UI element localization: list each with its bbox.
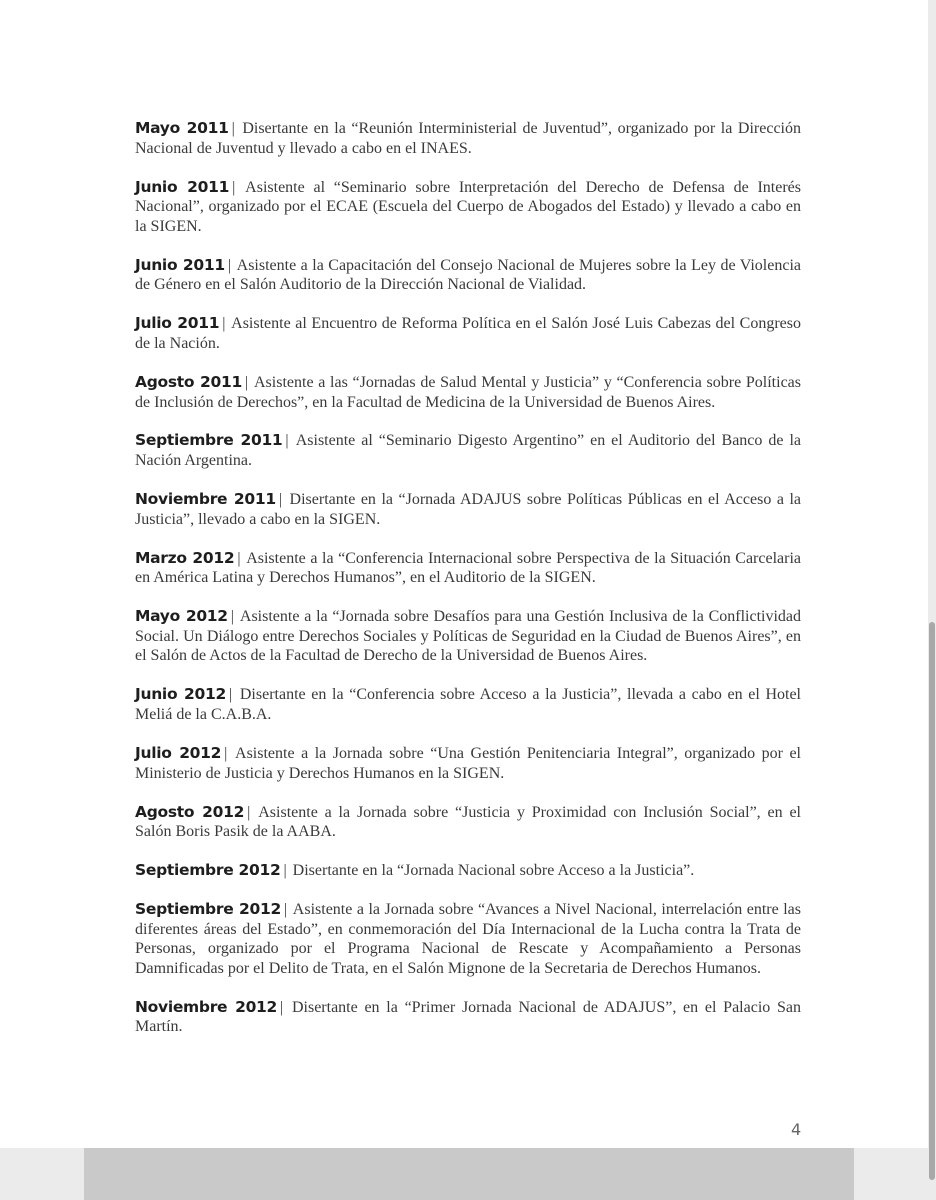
entry-text: Disertante en la “Primer Jornada Nacional de ADAJUS”, en el Palacio San Martín.	[135, 998, 801, 1036]
entry-text: Disertante en la “Conferencia sobre Acceso a la Justicia”, llevada a cabo en el Hotel Meliá de la C.A.B.A.	[135, 686, 801, 723]
entry-date: Mayo 2011	[135, 119, 229, 137]
entry	[135, 607, 801, 666]
entries-list	[135, 119, 801, 1056]
entry	[135, 998, 801, 1037]
entry-text: Asistente a la Jornada sobre “Una Gestión Penitenciaria Integral”, organizado por el Ministerio de Justicia y Derechos Humanos en la SIGEN.	[135, 744, 802, 782]
entry-date: Junio 2011	[135, 177, 230, 196]
entry	[135, 178, 801, 237]
entry-separator: |	[285, 432, 289, 450]
entry-text: Asistente a la Capacitación del Consejo Nacional de Mujeres sobre la Ley de Violencia de Género en el Salón Auditorio de la Dirección Nacional de Vialidad.	[135, 256, 802, 294]
entry-text: Asistente al “Seminario sobre Interpretación del Derecho de Defensa de Interés Nacional”, organizado por el ECAE (Escuela del Cuerpo de Abogados del Estado) y llevado a cabo en la SIGEN.	[135, 178, 801, 235]
entry	[135, 431, 801, 470]
entry-separator: |	[283, 901, 288, 919]
entry	[135, 373, 801, 412]
entry-date: Junio 2012	[135, 685, 226, 704]
entry-date: Septiembre 2012	[135, 861, 281, 880]
entry	[135, 685, 801, 724]
entry-text: Disertante en la “Jornada Nacional sobre Acceso a la Justicia”.	[292, 862, 695, 880]
entry-separator: |	[280, 998, 284, 1016]
entry-text: Asistente a las “Jornadas de Salud Mental y Justicia” y “Conferencia sobre Políticas de Inclusión de Derechos”, en la Facultad de Medicina de la Universidad de Buenos Aires.	[135, 373, 801, 411]
entry-separator: |	[222, 315, 226, 333]
entry	[135, 803, 801, 842]
entry-date: Septiembre 2011	[135, 431, 283, 450]
entry	[135, 549, 801, 588]
next-page-preview	[84, 1148, 854, 1200]
entry-separator: |	[224, 744, 228, 762]
entry-separator: |	[227, 256, 232, 274]
page-number: 4	[791, 1120, 802, 1139]
entry-separator: |	[232, 178, 236, 196]
entry-date: Marzo 2012	[135, 548, 235, 567]
entry-separator: |	[231, 120, 235, 137]
entry	[135, 744, 801, 783]
entry-date: Junio 2011	[135, 255, 225, 274]
entry	[135, 256, 801, 295]
entry-date: Julio 2012	[135, 743, 222, 762]
entry-date: Noviembre 2012	[135, 997, 278, 1016]
entry-separator: |	[230, 608, 234, 626]
entry-separator: |	[247, 803, 251, 821]
entry-date: Noviembre 2011	[135, 490, 276, 509]
entry-date: Julio 2011	[135, 314, 220, 333]
entry-separator: |	[283, 862, 287, 880]
scrollbar-thumb[interactable]	[929, 622, 935, 1180]
entry	[135, 119, 801, 158]
entry-date: Septiembre 2012	[135, 900, 281, 919]
entry	[135, 490, 801, 529]
entry-separator: |	[237, 549, 241, 567]
entry-text: Asistente al Encuentro de Reforma Política en el Salón José Luis Cabezas del Congreso de la Nación.	[135, 315, 801, 352]
entry-date: Mayo 2012	[135, 607, 228, 626]
entry-separator: |	[244, 373, 249, 391]
entry-text: Disertante en la “Jornada ADAJUS sobre Políticas Públicas en el Acceso a la Justicia”, llevado a cabo en la SIGEN.	[135, 491, 802, 528]
entry-text: Asistente al “Seminario Digesto Argentino” en el Auditorio del Banco de la Nación Argentina.	[135, 432, 801, 470]
entry	[135, 861, 801, 881]
entry-date: Agosto 2012	[135, 802, 245, 821]
scrollbar[interactable]	[928, 0, 936, 1200]
entry-text: Asistente a la “Jornada sobre Desafíos para una Gestión Inclusiva de la Conflictividad Social. Un Diálogo entre Derechos Sociales y Políticas de Seguridad en la Ciudad de Buenos Aires”, en el Salón de Actos de la Facultad de Derecho de la Universidad de Buenos Aires.	[135, 608, 802, 665]
entry-text: Asistente a la Jornada sobre “Justicia y Proximidad con Inclusión Social”, en el Salón Boris Pasik de la AABA.	[135, 803, 801, 841]
entry-text: Disertante en la “Reunión Interministerial de Juventud”, organizado por la Dirección Nacional de Juventud y llevado a cabo en el INAES.	[135, 120, 801, 157]
entry	[135, 900, 801, 978]
entry-text: Asistente a la “Conferencia Internacional sobre Perspectiva de la Situación Carcelaria en América Latina y Derechos Humanos”, en el Auditorio de la SIGEN.	[135, 549, 801, 587]
entry-text: Asistente a la Jornada sobre “Avances a Nivel Nacional, interrelación entre las diferentes áreas del Estado”, en conmemoración del Día Internacional de la Lucha contra la Trata de Personas, organizado por el Programa Nacional de Rescate y Acompañamiento a Personas Damnificadas por el Delito de Trata, en el Salón Mignone de la Secretaria de Derechos Humanos.	[135, 901, 801, 977]
entry-date: Agosto 2011	[135, 372, 242, 391]
entry	[135, 314, 801, 353]
entry-separator: |	[278, 491, 283, 509]
entry-separator: |	[229, 686, 233, 704]
